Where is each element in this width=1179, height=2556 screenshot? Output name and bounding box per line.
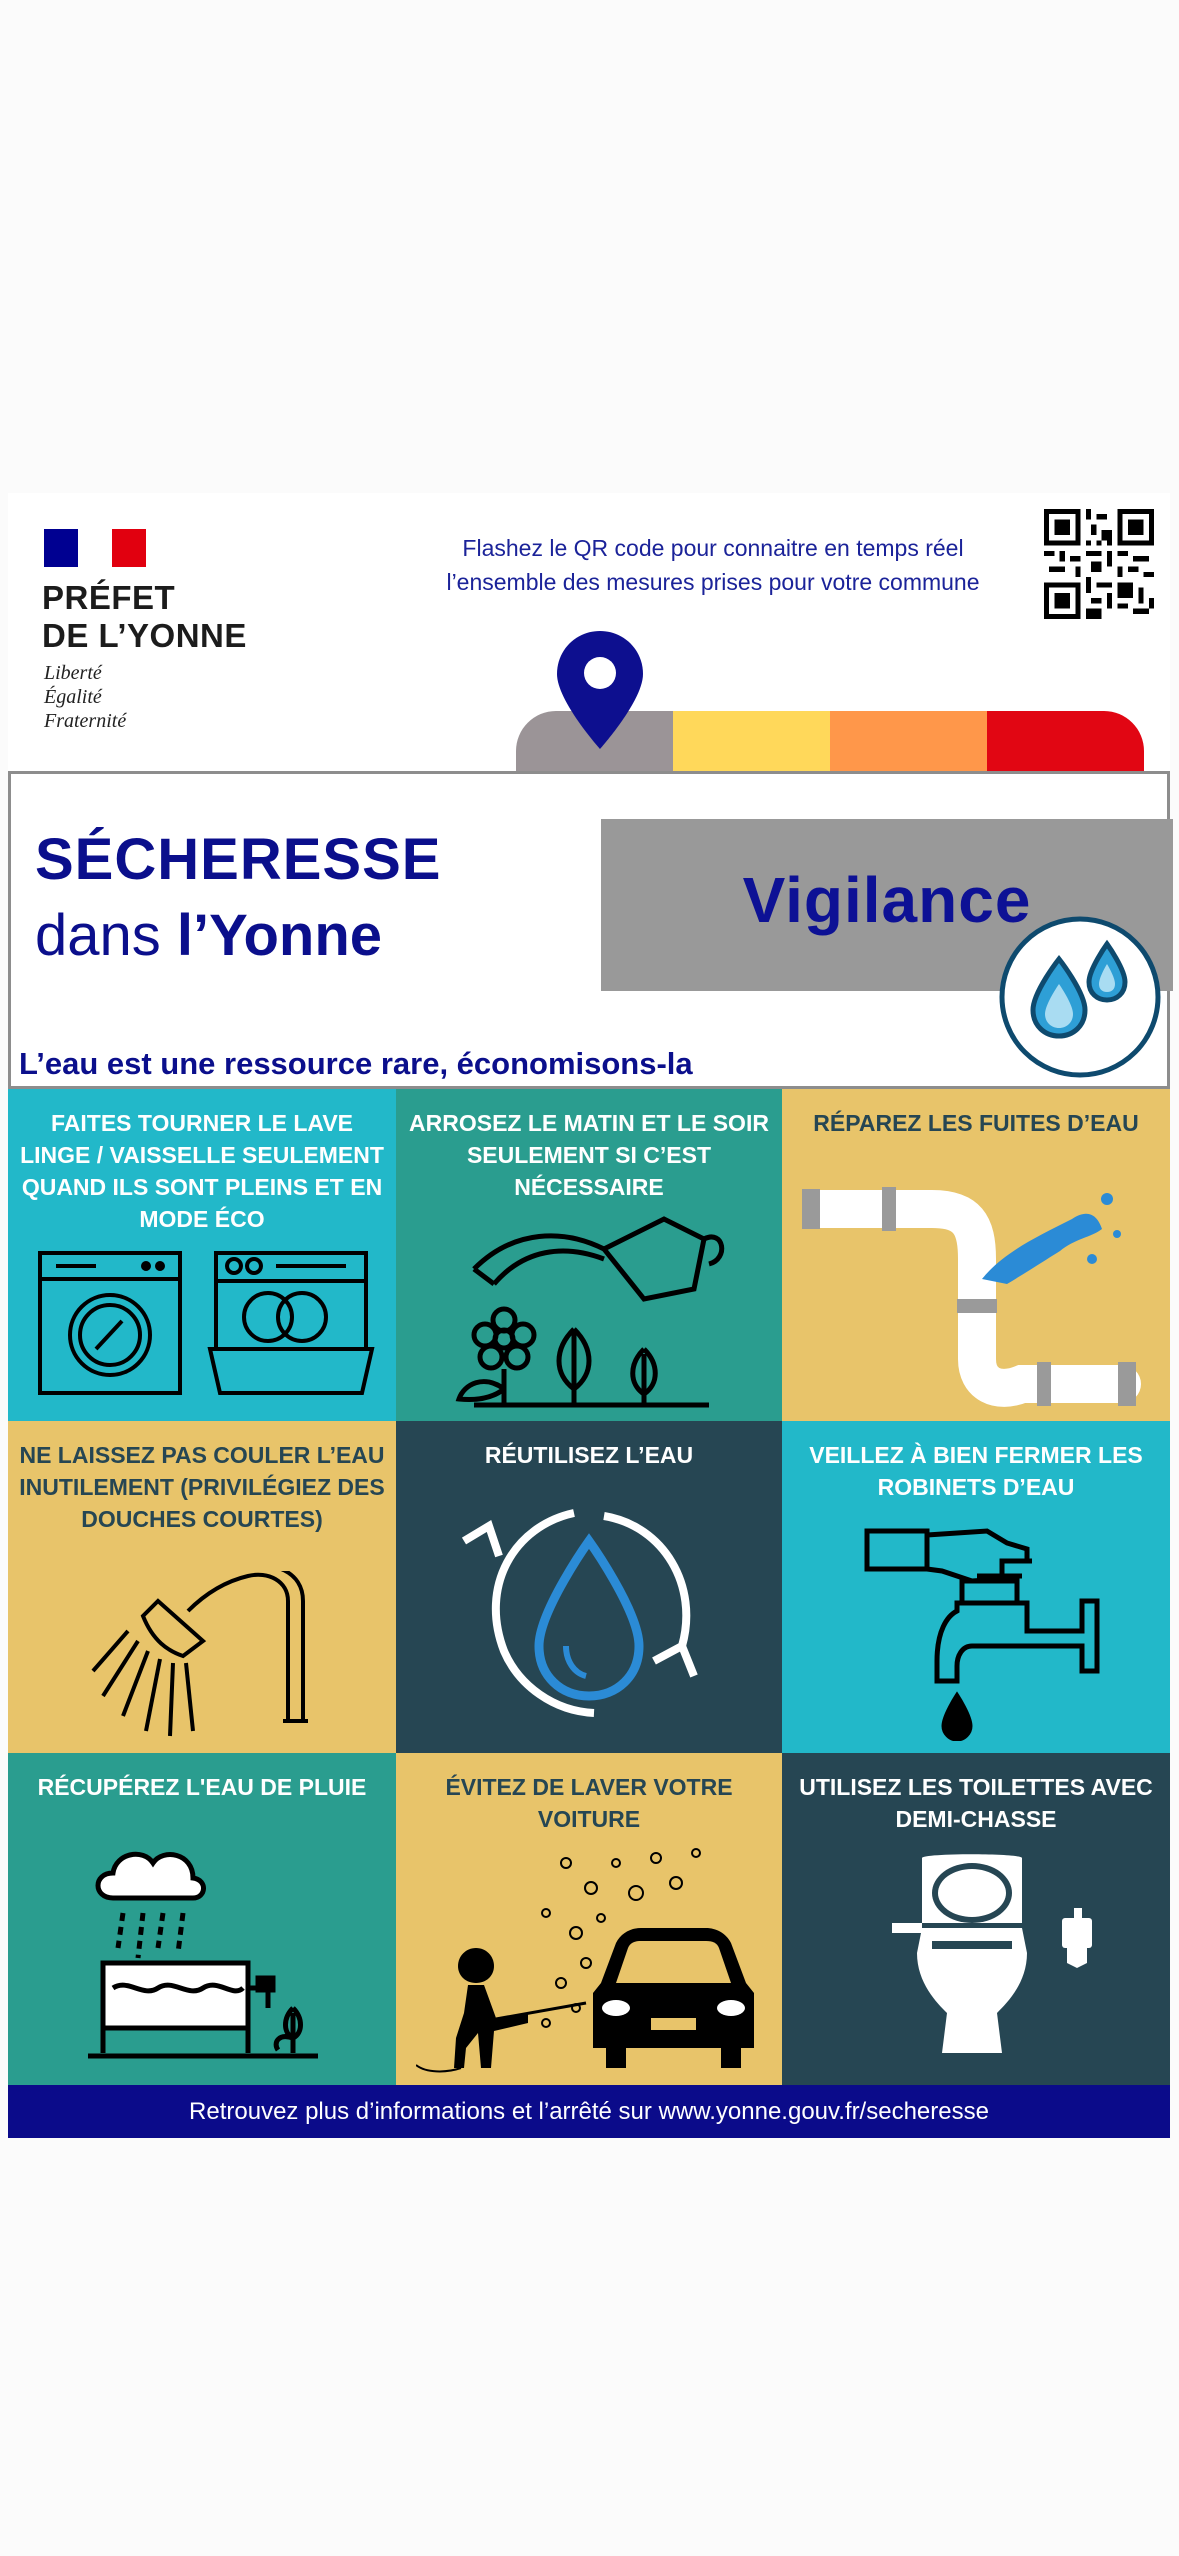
slogan: L’eau est une ressource rare, économisons-la [19, 1046, 693, 1081]
level-alerte [673, 711, 830, 771]
watering-can-icon [454, 1189, 734, 1409]
washing-machine-dishwasher-icon [36, 1249, 376, 1399]
qr-text-line2: l’ensemble des mesures prises pour votre commune [446, 569, 980, 595]
toilet-icon [872, 1853, 1122, 2063]
tip-label: RÉCUPÉREZ L'EAU DE PLUIE [37, 1774, 367, 1800]
poster-header [8, 493, 1170, 771]
tip-label: ARROSEZ LE MATIN ET LE SOIR SEULEMENT SI C’EST NÉCESSAIRE [409, 1110, 769, 1200]
tip-taps [782, 1421, 1170, 1753]
tap-hand-icon [862, 1521, 1102, 1741]
car-wash-icon [416, 1833, 766, 2078]
motto-fraternite: Fraternité [44, 710, 127, 732]
tip-label: NE LAISSEZ PAS COULER L’EAU INUTILEMENT (PRIVILÉGIEZ DES DOUCHES COURTES) [19, 1442, 385, 1532]
tip-label: UTILISEZ LES TOILETTES AVEC DEMI-CHASSE [799, 1774, 1153, 1832]
tip-label: RÉUTILISEZ L’EAU [484, 1442, 694, 1468]
leaking-pipe-icon [802, 1159, 1150, 1414]
republic-flag-logo [44, 529, 146, 567]
tip-reuse [396, 1421, 782, 1753]
motto-liberte: Liberté [44, 662, 102, 684]
shower-icon [88, 1571, 328, 1741]
prefecture-name [42, 579, 247, 655]
drought-poster [8, 493, 1170, 2138]
level-crise [987, 711, 1144, 771]
tip-label: VEILLEZ À BIEN FERMER LES ROBINETS D’EAU [809, 1442, 1143, 1500]
title-dans: dans [35, 903, 177, 968]
footer-info[interactable]: Retrouvez plus d’informations et l’arrêté sur www.yonne.gouv.fr/secheresse [8, 2085, 1170, 2138]
qr-code[interactable] [1044, 509, 1154, 619]
water-drops-icon [997, 914, 1163, 1080]
tip-leaks [782, 1089, 1170, 1421]
tip-label: RÉPAREZ LES FUITES D’EAU [813, 1110, 1139, 1136]
qr-text-line1: Flashez le QR code pour connaitre en temps réel [462, 535, 964, 561]
tip-rain [8, 1753, 396, 2085]
title-dans-yonne [35, 902, 382, 969]
tip-watering [396, 1089, 782, 1421]
level-alerte-renforcee [830, 711, 987, 771]
tips-grid [8, 1089, 1170, 2085]
vigilance-level: Vigilance [742, 864, 1032, 936]
tip-toilet [782, 1753, 1170, 2085]
republic-motto [44, 661, 126, 733]
title-secheresse: SÉCHERESSE [35, 827, 442, 892]
prefet-line1: PRÉFET [42, 579, 176, 616]
tip-shower [8, 1421, 396, 1753]
tip-car [396, 1753, 782, 2085]
recycle-water-icon [454, 1481, 724, 1751]
prefet-line2: DE L’YONNE [42, 617, 247, 654]
location-pin-icon [557, 631, 643, 749]
qr-instructions [388, 531, 1038, 599]
title-yonne: l’Yonne [176, 903, 383, 968]
motto-egalite: Égalité [44, 686, 102, 708]
rain-collector-icon [88, 1838, 328, 2068]
title-band [8, 771, 1170, 1089]
tip-label: FAITES TOURNER LE LAVE LINGE / VAISSELLE SEULEMENT QUAND ILS SONT PLEINS ET EN MODE ÉCO [20, 1110, 384, 1232]
tip-label: ÉVITEZ DE LAVER VOTRE VOITURE [445, 1774, 733, 1832]
tip-appliances [8, 1089, 396, 1421]
